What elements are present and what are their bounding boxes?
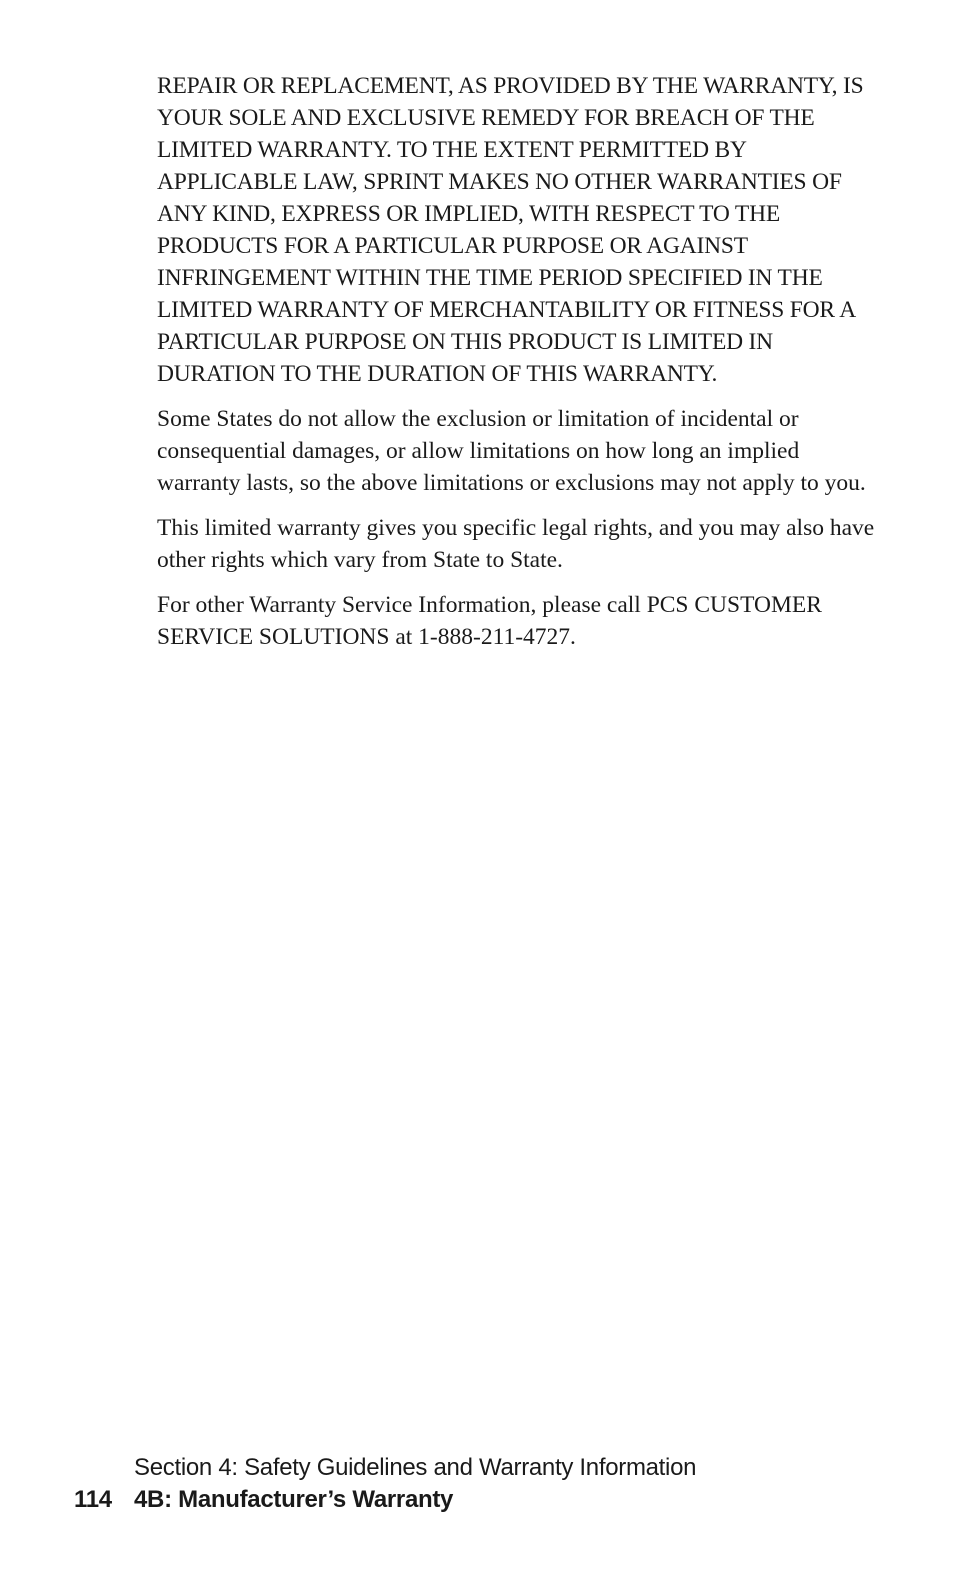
warranty-disclaimer-paragraph: REPAIR OR REPLACEMENT, AS PROVIDED BY THE WARRANTY, IS YOUR SOLE AND EXCLUSIVE REMEDY FOR BREACH OF THE LIMITED WARRANTY. TO THE EXTENT PERMITTED BY APPLICABLE LAW, SPRINT MAKES NO OTHER WARRANTIES OF ANY KIND, EXPRESS OR IMPLIED, WITH RESPECT TO THE PRODUCTS FOR A PARTICULAR PURPOSE OR AGAINST INFRINGEMENT WITHIN THE TIME PERIOD SPECIFIED IN THE LIMITED WARRANTY OF MERCHANTABILITY OR FITNESS FOR A PARTICULAR PURPOSE ON THIS PRODUCT IS LIMITED IN DURATION TO THE DURATION OF THIS WARRANTY. xyxy=(157,73,864,387)
page-number: 114 xyxy=(74,1486,112,1513)
chapter-title: 4B: Manufacturer’s Warranty xyxy=(134,1486,454,1513)
service-contact-paragraph: For other Warranty Service Information, please call PCS CUSTOMER SERVICE SOLUTIONS at 1-888-211-4727. xyxy=(157,592,822,650)
page-body xyxy=(157,70,877,666)
legal-rights-paragraph: This limited warranty gives you specific legal rights, and you may also have other rights which vary from State to State. xyxy=(157,515,875,573)
footer-chapter-row xyxy=(74,1486,453,1514)
state-limitations-paragraph: Some States do not allow the exclusion or limitation of incidental or consequential damages, or allow limitations on how long an implied warranty lasts, so the above limitations or exclusions may not apply to you. xyxy=(157,406,866,496)
footer-section-title: Section 4: Safety Guidelines and Warranty Information xyxy=(134,1454,697,1481)
